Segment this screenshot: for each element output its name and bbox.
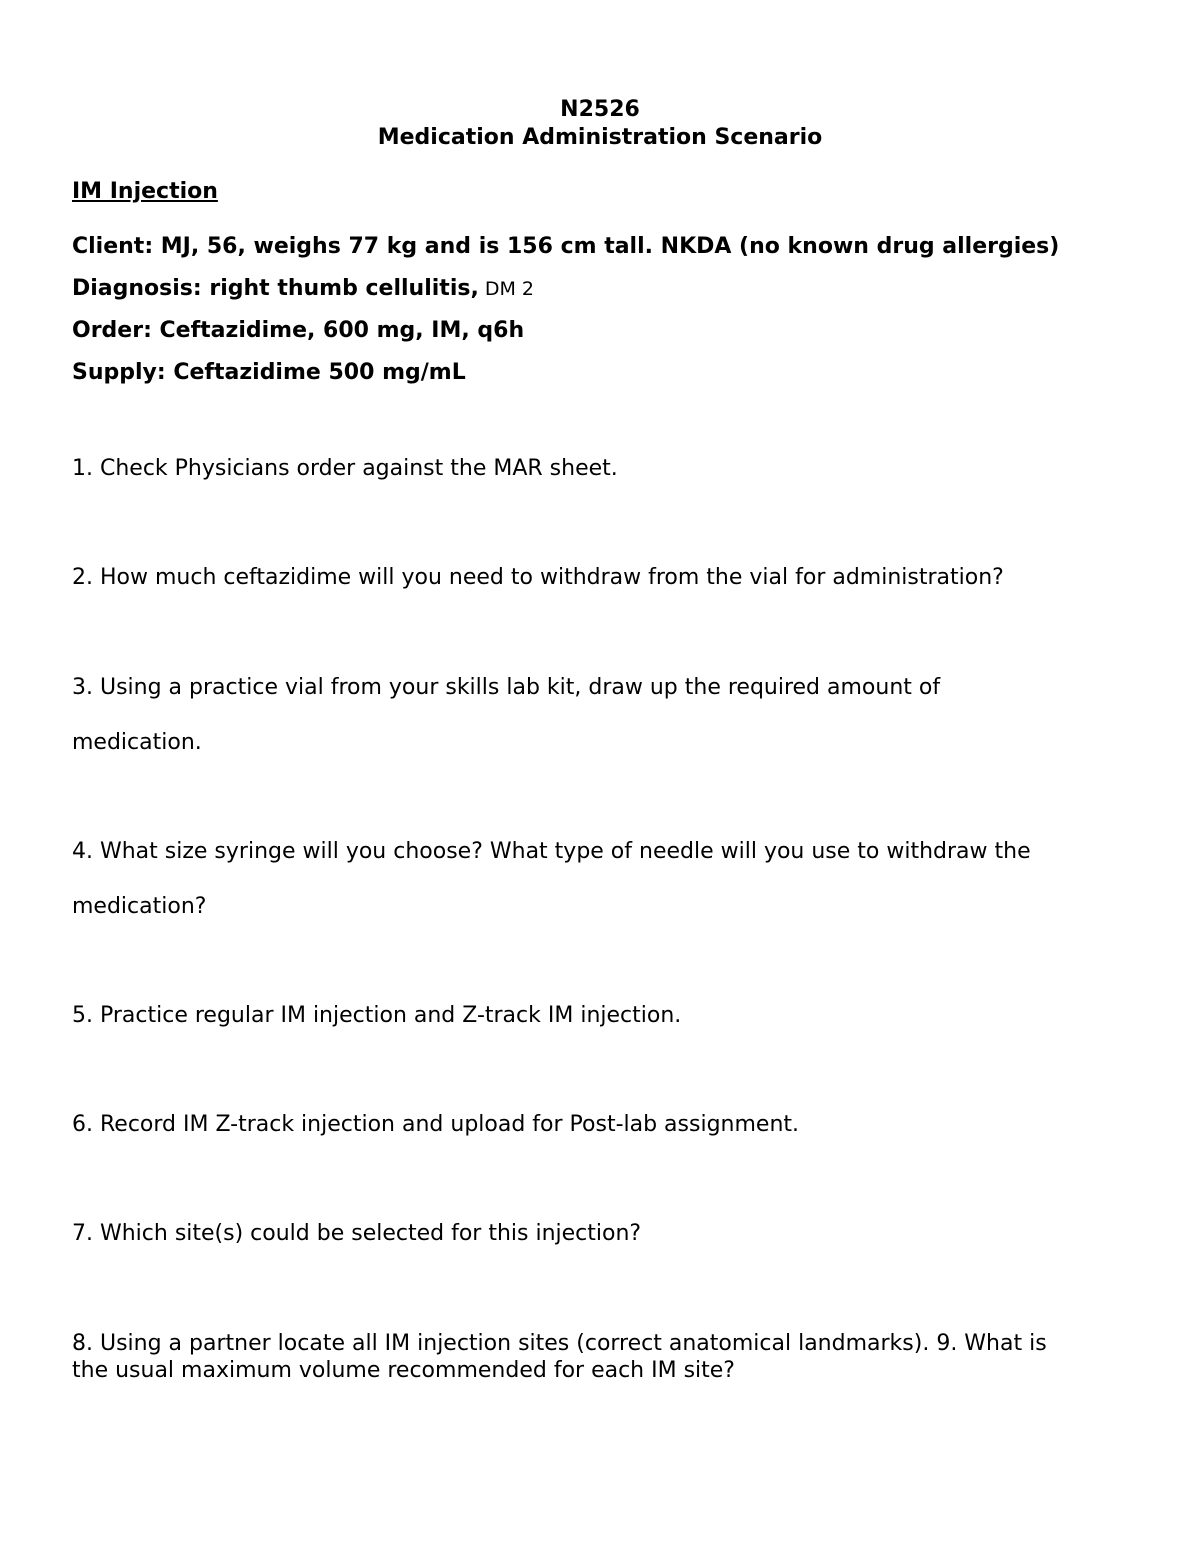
question-7: 7. Which site(s) could be selected for this injection? — [72, 1221, 642, 1246]
question-4-line-1: 4. What size syringe will you choose? What type of needle will you use to withdraw the — [72, 839, 1031, 864]
section-heading: IM Injection — [72, 179, 218, 204]
question-1: 1. Check Physicians order against the MAR sheet. — [72, 456, 618, 481]
diagnosis-extra: DM 2 — [478, 278, 535, 300]
document-code: N2526 — [560, 97, 640, 122]
document-title: Medication Administration Scenario — [377, 125, 823, 150]
client-info: Client: MJ, 56, weighs 77 kg and is 156 cm tall. NKDA (no known drug allergies) — [72, 234, 1060, 259]
question-8-line-1: 8. Using a partner locate all IM injection sites (correct anatomical landmarks). 9. What is — [72, 1331, 1047, 1356]
question-3-line-1: 3. Using a practice vial from your skills lab kit, draw up the required amount of — [72, 675, 941, 700]
supply-info: Supply: Ceftazidime 500 mg/mL — [72, 360, 466, 385]
question-3-line-2: medication. — [72, 730, 202, 755]
diagnosis-info — [72, 276, 534, 301]
order-info: Order: Ceftazidime, 600 mg, IM, q6h — [72, 318, 525, 343]
question-8-line-2: the usual maximum volume recommended for each IM site? — [72, 1358, 735, 1383]
diagnosis-label: Diagnosis: right thumb cellulitis, — [72, 276, 479, 301]
question-2: 2. How much ceftazidime will you need to withdraw from the vial for administration? — [72, 565, 1004, 590]
question-5: 5. Practice regular IM injection and Z-track IM injection. — [72, 1003, 682, 1028]
question-6: 6. Record IM Z-track injection and upload for Post-lab assignment. — [72, 1112, 800, 1137]
question-4-line-2: medication? — [72, 894, 207, 919]
